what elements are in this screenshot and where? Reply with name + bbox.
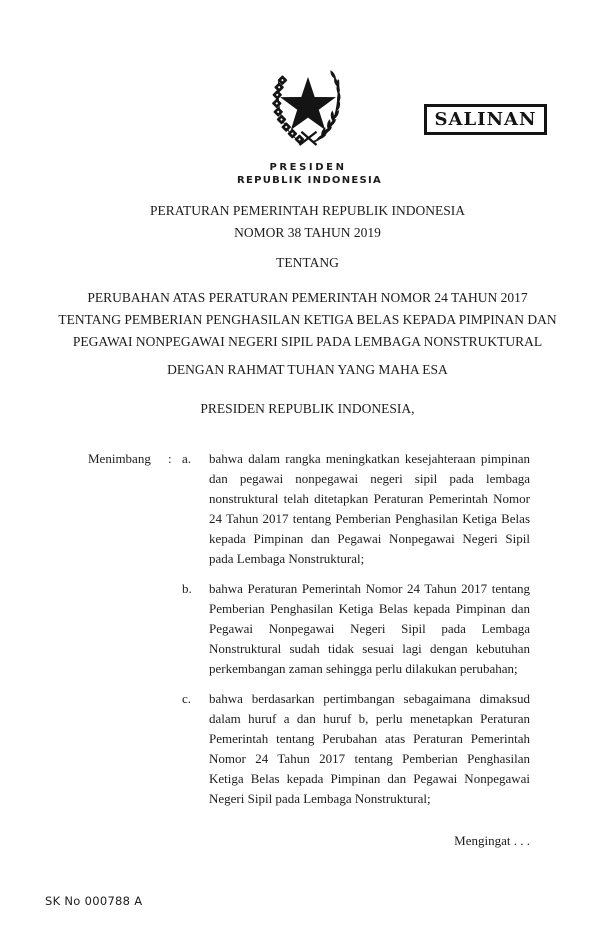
authority-line: PRESIDEN REPUBLIK INDONESIA,: [200, 401, 415, 416]
considerations-section: [88, 449, 530, 809]
consideration-item-a: [182, 449, 530, 569]
subject-line1: PERUBAHAN ATAS PERATURAN PEMERINTAH NOMOR 24 TAHUN 2017: [87, 290, 528, 305]
item-letter: a.: [182, 451, 192, 466]
tentang-label: TENTANG: [276, 255, 339, 270]
regulation-title: [55, 200, 560, 244]
presidential-seal-icon: [255, 62, 361, 158]
consideration-items: [182, 449, 530, 809]
consideration-item-b: [182, 579, 530, 679]
menimbang-colon: :: [168, 451, 172, 466]
item-text: bahwa dalam rangka meningkatkan kesejahteraan pimpinan dan pegawai nonpegawai negeri sipil pada lembaga nonstruktural telah ditetapkan Peraturan Pemerintah Nomor 24 Tahun 2017 tentang Pemberian Penghasilan Ketiga Belas kepada Pimpinan dan Pegawai Nonpegawai Negeri Sipil pada Lembaga Nonstruktural;: [209, 451, 530, 566]
item-text: bahwa Peraturan Pemerintah Nomor 24 Tahun 2017 tentang Pemberian Penghasilan Ketiga Belas kepada Pimpinan dan Pegawai Nonpegawai Negeri Sipil pada Lembaga Nonstruktural sudah tidak sesuai lagi dengan kebutuhan perkembangan zaman sehingga perlu dilakukan perubahan;: [209, 581, 530, 676]
regulation-subject: [55, 287, 560, 353]
regulation-title-line1: PERATURAN PEMERINTAH REPUBLIK INDONESIA: [149, 203, 466, 218]
item-letter: b.: [182, 581, 192, 596]
item-text: bahwa berdasarkan pertimbangan sebagaimana dimaksud dalam huruf a dan huruf b, perlu menetapkan Peraturan Pemerintah tentang Perubahan atas Peraturan Pemerintah Nomor 24 Tahun 2017 tentang Pemberian Penghasilan Ketiga Belas kepada Pimpinan dan Pegawai Nonpegawai Negeri Sipil pada Lembaga Nonstruktural;: [209, 691, 530, 806]
salinan-stamp: SALINAN: [424, 104, 547, 135]
seal-caption: [237, 162, 383, 186]
presidential-seal-block: [237, 62, 383, 194]
seal-caption-republik-indonesia: REPUBLIK INDONESIA: [237, 175, 383, 186]
subject-line2: TENTANG PEMBERIAN PENGHASILAN KETIGA BELAS KEPADA PIMPINAN DAN: [58, 312, 557, 327]
seal-caption-presiden: PRESIDEN: [269, 162, 347, 173]
invocation-line: DENGAN RAHMAT TUHAN YANG MAHA ESA: [167, 362, 448, 377]
subject-line3: PEGAWAI NONPEGAWAI NEGERI SIPIL PADA LEMBAGA NONSTRUKTURAL: [72, 334, 543, 349]
menimbang-label: Menimbang: [88, 451, 151, 466]
footer-sk-number: SK No 000788 A: [45, 894, 143, 908]
consideration-item-c: [182, 689, 530, 809]
item-letter: c.: [182, 691, 192, 706]
catchword-mengingat: Mengingat . . .: [454, 833, 530, 848]
regulation-number: NOMOR 38 TAHUN 2019: [234, 225, 381, 240]
